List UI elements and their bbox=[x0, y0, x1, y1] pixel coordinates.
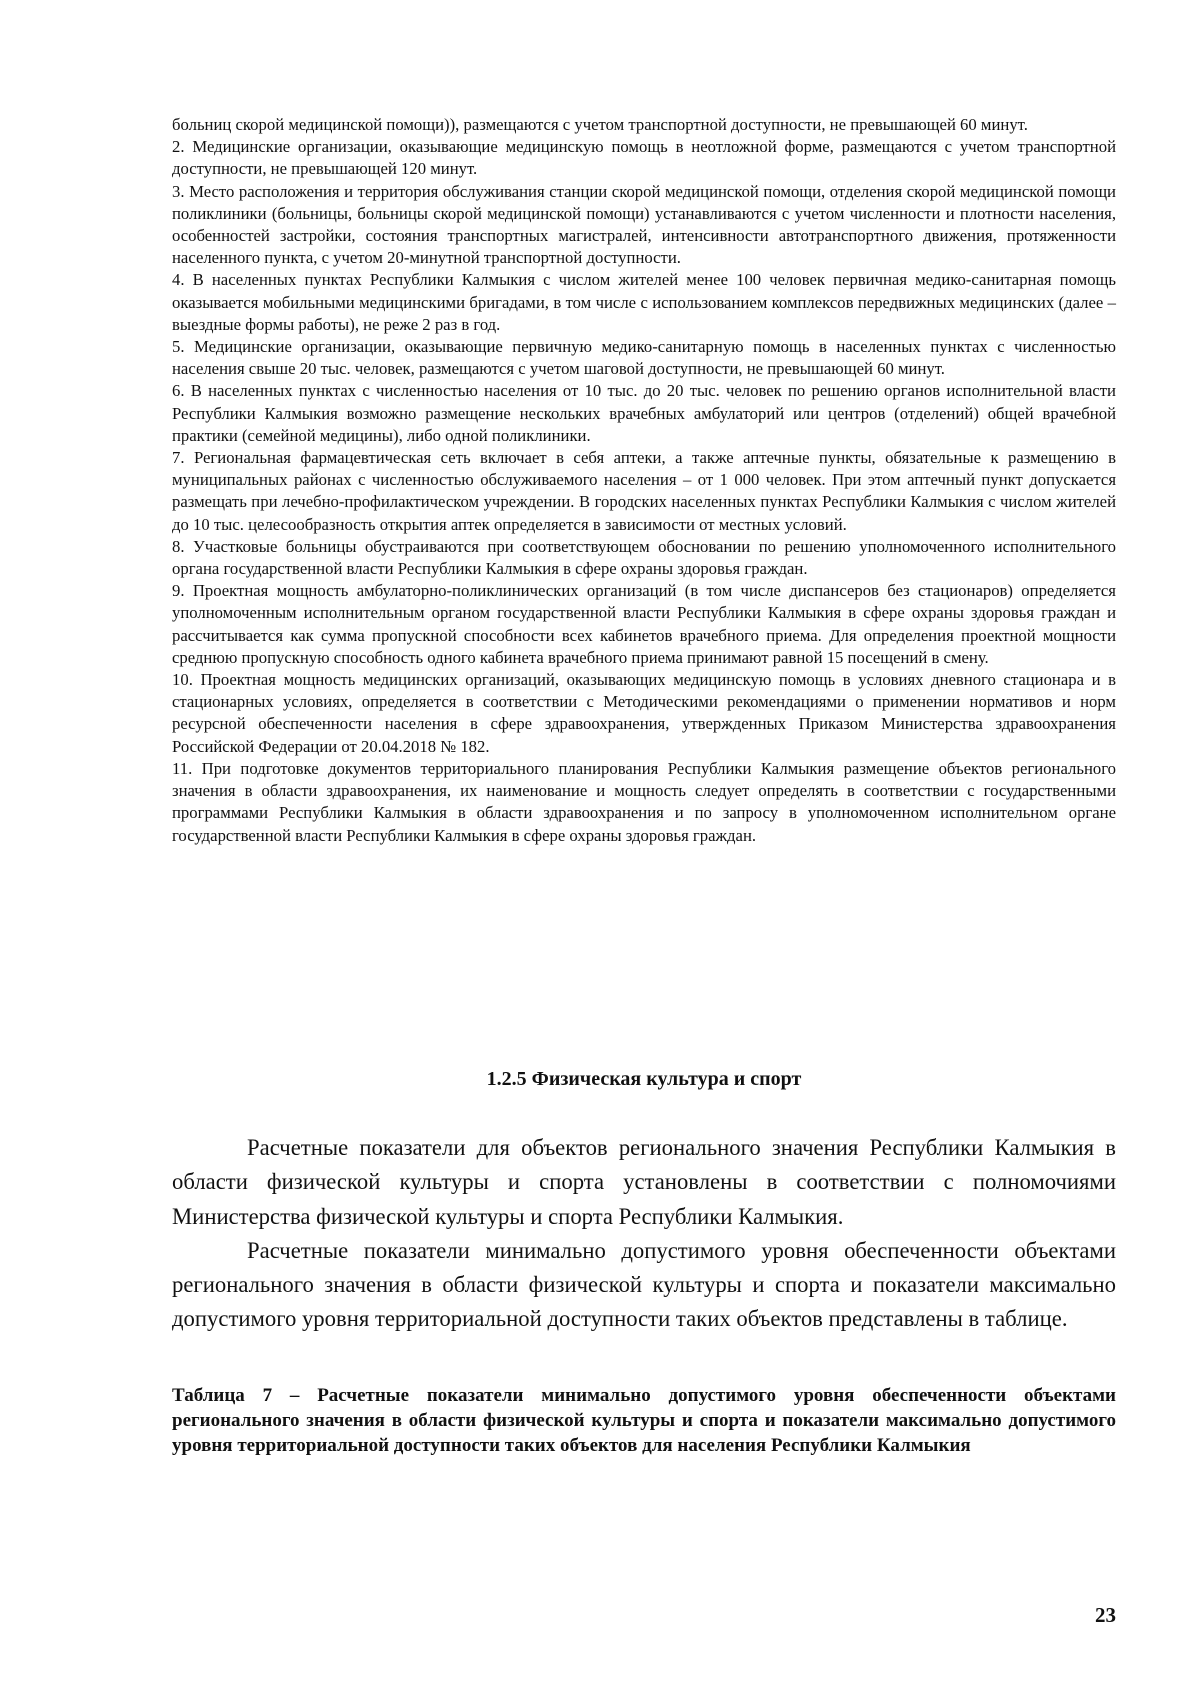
paragraph-item-3: 3. Место расположения и территория обслуживания станции скорой медицинской помощи, отделения скорой медицинской помощи поликлиники (больницы, больницы скорой медицинской помощи) устанавливаются с учетом численности и плотности населения, особенностей застройки, состояния транспортных магистралей, интенсивности автотранспортного движения, протяженности населенного пункта, с учетом 20-минутной транспортной доступности. bbox=[172, 181, 1116, 268]
paragraph-continuation: больниц скорой медицинской помощи)), размещаются с учетом транспортной доступности, не превышающей 60 минут. bbox=[172, 115, 1028, 134]
page-number: 23 bbox=[1095, 1603, 1116, 1627]
paragraph-item-4: 4. В населенных пунктах Республики Калмыкия с числом жителей менее 100 человек первичная медико-санитарная помощь оказывается мобильными медицинскими бригадами, в том числе с использованием комплексов передвижных медицинских (далее – выездные формы работы), не реже 2 раз в год. bbox=[172, 270, 1116, 334]
healthcare-rules-block bbox=[172, 114, 1116, 847]
section-heading: 1.2.5 Физическая культура и спорт bbox=[486, 1068, 802, 1090]
paragraph-item-2: 2. Медицинские организации, оказывающие медицинскую помощь в неотложной форме, размещаются с учетом транспортной доступности, не превышающей 120 минут. bbox=[172, 137, 1116, 179]
paragraph-item-9: 9. Проектная мощность амбулаторно-поликлинических организаций (в том числе диспансеров без стационаров) определяется уполномоченным исполнительным органом государственной власти Республики Калмыкия в сфере охраны здоровья граждан и рассчитывается как сумма пропускной способности всех кабинетов врачебного приема. Для определения проектной мощности среднюю пропускную способность одного кабинета врачебного приема принимают равной 15 посещений в смену. bbox=[172, 581, 1116, 667]
body-paragraph: Расчетные показатели для объектов регионального значения Республики Калмыкия в области физической культуры и спорта установлены в соответствии с полномочиями Министерства физической культуры и спорта Республики Калмыкия. bbox=[172, 1135, 1116, 1229]
paragraph-item-11: 11. При подготовке документов территориального планирования Республики Калмыкия размещение объектов регионального значения в области здравоохранения, их наименование и мощность следует определять в соответствии с государственными программами Республики Калмыкия в области здравоохранения и по запросу в уполномоченном исполнительном органе государственной власти Республики Калмыкия в сфере охраны здоровья граждан. bbox=[172, 758, 1116, 845]
paragraph-item-8: 8. Участковые больницы обустраиваются при соответствующем обосновании по решению уполномоченного исполнительного органа государственной власти Республики Калмыкия в сфере охраны здоровья граждан. bbox=[172, 536, 1116, 579]
paragraph-item-5: 5. Медицинские организации, оказывающие первичную медико-санитарную помощь в населенных пунктах с численностью населения свыше 20 тыс. человек, размещаются с учетом шаговой доступности, не превышающей 60 минут. bbox=[172, 337, 1116, 379]
paragraph-item-6: 6. В населенных пунктах с численностью населения от 10 тыс. до 20 тыс. человек по решению органов исполнительной власти Республики Калмыкия возможно размещение нескольких врачебных амбулаторий или центров (отделений) общей врачебной практики (семейной медицины), либо одной поликлиники. bbox=[172, 381, 1116, 445]
paragraph-item-7: 7. Региональная фармацевтическая сеть включает в себя аптеки, а также аптечные пункты, обязательные к размещению в муниципальных районах с численностью обслуживаемого населения – от 1 000 человек. При этом аптечный пункт допускается размещать при лечебно-профилактическом учреждении. В городских населенных пунктах Республики Калмыкия с числом жителей до 10 тыс. целесообразность открытия аптек определяется в зависимости от местных условий. bbox=[172, 448, 1116, 534]
paragraph-item-10: 10. Проектная мощность медицинских организаций, оказывающих медицинскую помощь в условиях дневного стационара и в стационарных условиях, определяется в соответствии с Методическими рекомендациями о применении нормативов и норм ресурсной обеспеченности населения в сфере здравоохранения, утвержденных Приказом Министерства здравоохранения Российской Федерации от 20.04.2018 № 182. bbox=[172, 670, 1116, 756]
sport-intro-block bbox=[172, 1131, 1116, 1337]
table-caption: Таблица 7 – Расчетные показатели минимально допустимого уровня обеспеченности объектами регионального значения в области физической культуры и спорта и показатели максимально допустимого уровня территориальной доступности таких объектов для населения Республики Калмыкия bbox=[172, 1385, 1116, 1456]
body-paragraph: Расчетные показатели минимально допустимого уровня обеспеченности объектами регионального значения в области физической культуры и спорта и показатели максимально допустимого уровня территориальной доступности таких объектов представлены в таблице. bbox=[172, 1237, 1116, 1332]
